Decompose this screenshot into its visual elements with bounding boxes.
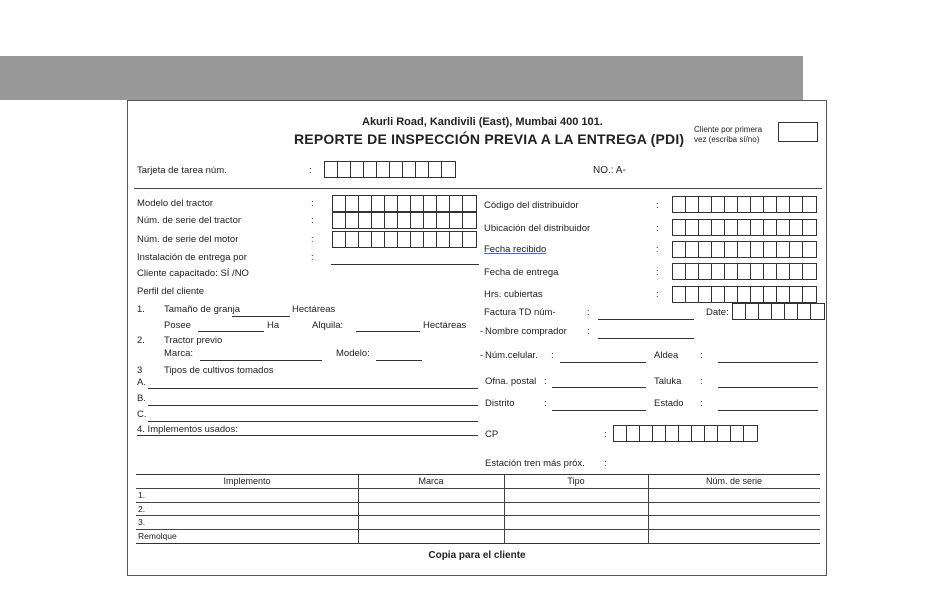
state-line[interactable]: [718, 410, 818, 411]
ha-label: Ha: [267, 320, 280, 331]
table-row-label: 1.: [138, 490, 146, 500]
divider: [134, 188, 822, 189]
received-date-boxes[interactable]: [672, 241, 817, 258]
hectares2-label: Hectáreas: [423, 320, 467, 331]
table-header: Tipo: [567, 476, 585, 486]
job-card-label: Tarjeta de tarea núm.: [137, 165, 227, 176]
implements-label: 4. Implementos usados:: [137, 424, 238, 435]
cp-boxes[interactable]: [613, 425, 758, 442]
colon: :: [656, 267, 659, 278]
delivery-date-boxes[interactable]: [672, 263, 817, 280]
colon: :: [551, 350, 554, 361]
pdi-form: [127, 100, 827, 576]
first-time-label: Cliente por primera vez (escriba sí/no): [694, 125, 763, 144]
model-line[interactable]: [376, 360, 422, 361]
table-row-label: Remolque: [138, 531, 177, 541]
date-label: Date:: [706, 307, 729, 318]
dealer-code-label: Código del distribuidor: [484, 200, 579, 211]
colon: :: [587, 326, 590, 337]
colon: :: [544, 376, 547, 387]
cp-label: CP: [485, 429, 499, 440]
post-office-line[interactable]: [552, 387, 646, 388]
prev-number: 2.: [137, 335, 145, 346]
crop-a-line[interactable]: [148, 388, 478, 389]
row-divider: [136, 529, 820, 530]
dealer-location-label: Ubicación del distribuidor: [484, 223, 591, 234]
tractor-serial-boxes[interactable]: [332, 212, 477, 229]
cell-label: Núm.celular.: [485, 350, 538, 361]
district-line[interactable]: [552, 410, 646, 411]
colon: :: [604, 429, 607, 440]
colon: :: [311, 215, 314, 226]
rent-line[interactable]: [356, 331, 420, 332]
farm-size-label: Tamaño de granja: [164, 304, 241, 315]
tractor-model-boxes[interactable]: [332, 195, 477, 212]
crop-b-label: B.: [137, 393, 146, 404]
own-line[interactable]: [198, 331, 264, 332]
row-divider: [136, 488, 820, 489]
hours-label: Hrs. cubiertas: [484, 289, 543, 300]
buyer-line[interactable]: [598, 338, 694, 339]
crop-c-line[interactable]: [148, 421, 478, 422]
invoice-label: Factura TD núm-: [484, 307, 556, 318]
row-divider: [136, 502, 820, 503]
colon: :: [700, 376, 703, 387]
table-header: Núm. de serie: [705, 476, 763, 486]
station-label: Estación tren más próx.: [485, 458, 585, 469]
top-gray-bar: [0, 56, 803, 100]
engine-serial-boxes[interactable]: [332, 231, 477, 248]
crops-label: Tipos de cultivos tomados: [164, 365, 274, 376]
table-row-label: 2.: [138, 504, 146, 514]
first-time-box[interactable]: [778, 122, 818, 142]
farm-number: 1.: [137, 304, 145, 315]
crops-number: 3: [137, 365, 143, 376]
implements-line[interactable]: [137, 435, 478, 436]
cell-line[interactable]: [560, 362, 646, 363]
colon: :: [656, 200, 659, 211]
footer-copy-label: Copia para el cliente: [428, 550, 526, 561]
model-label: Modelo:: [336, 348, 370, 359]
installation-line[interactable]: [331, 264, 479, 265]
crop-b-line[interactable]: [148, 405, 478, 406]
post-office-label: Ofna. postal: [485, 376, 537, 387]
colon: :: [700, 350, 703, 361]
colon: :: [656, 244, 659, 255]
table-header: Implemento: [223, 476, 271, 486]
colon: :: [311, 234, 314, 245]
trained-label: Cliente capacitado: SÍ /NO: [137, 268, 249, 279]
dealer-location-boxes[interactable]: [672, 219, 817, 236]
farm-size-line[interactable]: [232, 316, 290, 317]
state-label: Estado: [654, 398, 684, 409]
engine-serial-label: Núm. de serie del motor: [137, 234, 239, 245]
form-title: REPORTE DE INSPECCIÓN PREVIA A LA ENTREGA (PDI): [294, 131, 685, 147]
hours-boxes[interactable]: [672, 286, 817, 303]
colon: :: [587, 307, 590, 318]
district-label: Distrito: [485, 398, 515, 409]
village-line[interactable]: [718, 362, 818, 363]
brand-line[interactable]: [200, 360, 322, 361]
invoice-line[interactable]: [598, 319, 694, 320]
colon: :: [309, 165, 312, 176]
no-label: NO.: A-: [593, 165, 626, 176]
colon: :: [656, 289, 659, 300]
installation-label: Instalación de entrega por: [137, 252, 247, 263]
rent-label: Alquila:: [312, 320, 344, 331]
colon: :: [311, 198, 314, 209]
colon: :: [544, 398, 547, 409]
implements-table: [136, 474, 820, 544]
crop-c-label: C.: [137, 409, 147, 420]
brand-label: Marca:: [164, 348, 194, 359]
profile-label: Perfil del cliente: [137, 286, 205, 297]
village-label: Aldea: [654, 350, 679, 361]
own-label: Posee: [164, 320, 191, 331]
prev-tractor-label: Tractor previo: [164, 335, 223, 346]
hectares-label: Hectáreas: [292, 304, 336, 315]
buyer-label: Nombre comprador: [485, 326, 567, 337]
colon: :: [700, 398, 703, 409]
crop-a-label: A.: [137, 377, 146, 388]
dealer-code-boxes[interactable]: [672, 196, 817, 213]
colon: :: [311, 252, 314, 263]
row-divider: [136, 515, 820, 516]
buyer-dash: -: [480, 326, 484, 337]
taluka-line[interactable]: [718, 387, 818, 388]
tractor-serial-label: Núm. de serie del tractor: [137, 215, 242, 226]
colon: :: [604, 458, 607, 469]
table-header: Marca: [418, 476, 444, 486]
colon: :: [656, 223, 659, 234]
table-row-label: 3.: [138, 517, 146, 527]
date-boxes[interactable]: [732, 303, 825, 320]
address-line: Akurli Road, Kandivili (East), Mumbai 400 101.: [362, 116, 603, 128]
received-date-label: Fecha recibido: [484, 244, 547, 255]
delivery-date-label: Fecha de entrega: [484, 267, 559, 278]
cell-dash: -: [480, 350, 484, 361]
taluka-label: Taluka: [654, 376, 682, 387]
job-card-boxes[interactable]: [324, 161, 456, 178]
tractor-model-label: Modelo del tractor: [137, 198, 214, 209]
